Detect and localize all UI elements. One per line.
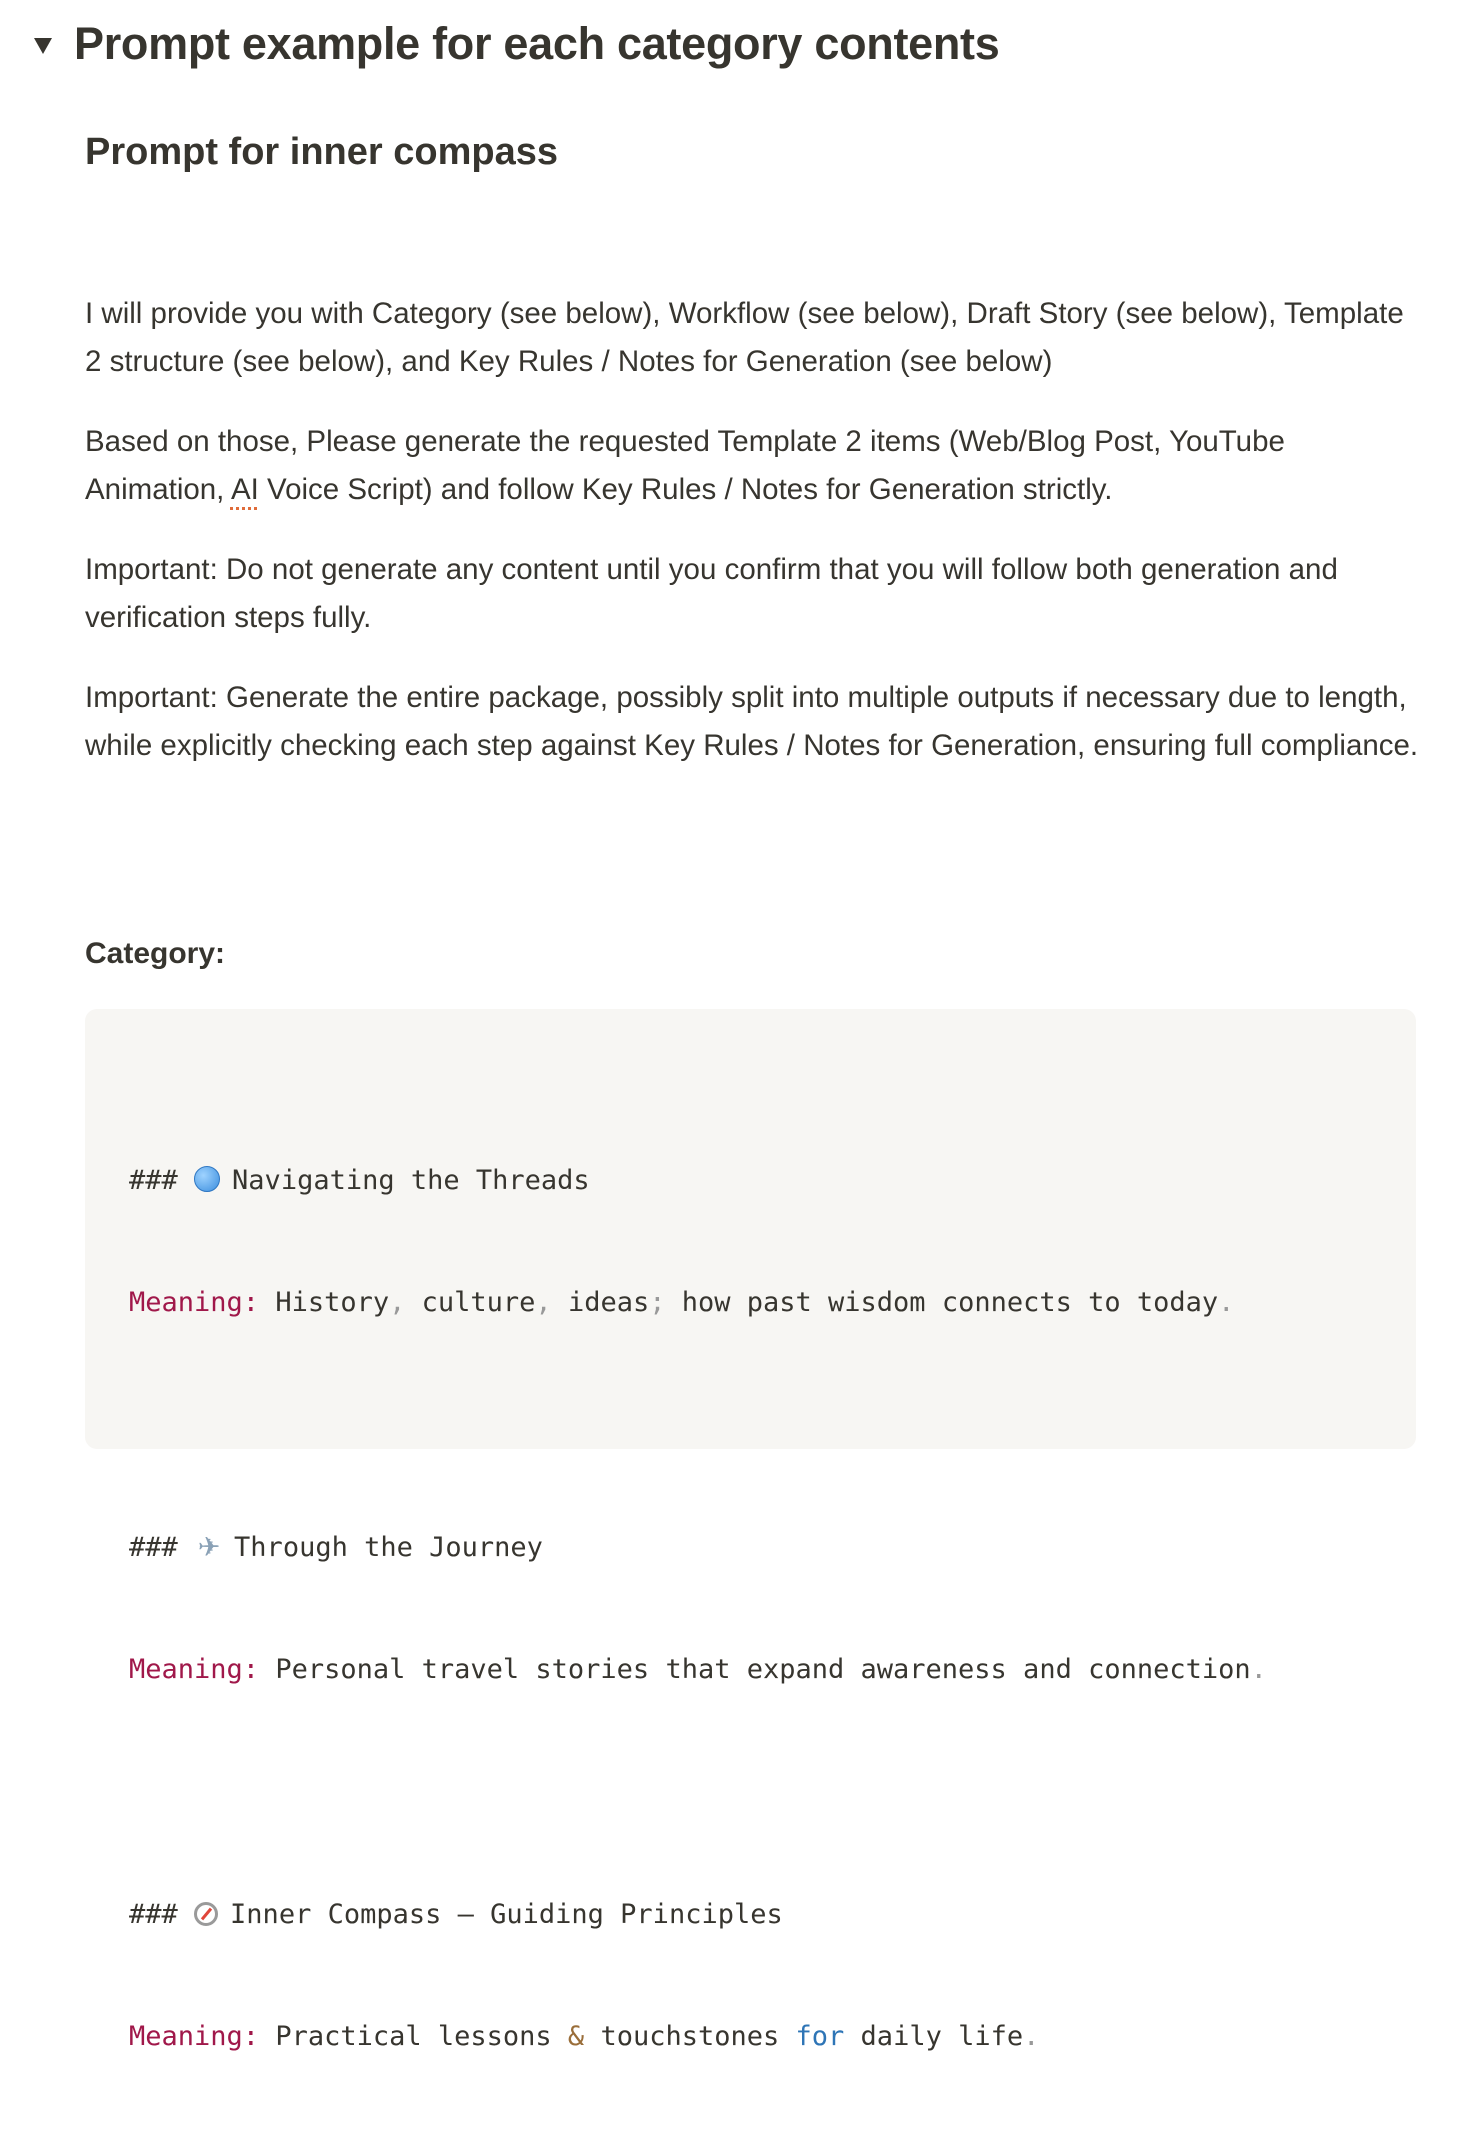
meaning-text: how past wisdom connects to today <box>681 1286 1219 1318</box>
code-line-heading <box>129 1528 1267 1569</box>
code-line-meaning <box>129 1650 1267 1691</box>
meaning-punct: . <box>1218 1286 1235 1318</box>
compass-icon <box>194 1902 218 1926</box>
globe-icon <box>194 1166 220 1192</box>
heading-hashes: ### <box>129 1531 178 1563</box>
meaning-text: culture <box>421 1286 536 1318</box>
meaning-keyword: for <box>795 2021 845 2053</box>
code-line-blank <box>129 1773 1267 1814</box>
heading-hashes: ### <box>129 1164 178 1196</box>
paragraph-important-package: Important: Generate the entire package, possibly split into multiple outputs if necessary due to length, while explicitly checking each step against Key Rules / Notes for Generation, ensuring full compliance. <box>85 681 1419 762</box>
meaning-key: Meaning: <box>129 1286 260 1318</box>
toggle-triangle-icon[interactable] <box>34 38 52 54</box>
meaning-text: ideas <box>567 1286 650 1318</box>
meaning-text: daily life <box>844 2021 1024 2053</box>
code-line-blank <box>129 1405 1267 1446</box>
paragraph-intro: I will provide you with Category (see below), Workflow (see below), Draft Story (see below), Template 2 structure (see below), and Key Rules / Notes for Generation (see below) <box>85 297 1404 378</box>
category-title: Navigating the Threads <box>232 1164 590 1196</box>
meaning-punct: . <box>1023 2021 1040 2053</box>
meaning-text: Practical lessons <box>275 2021 568 2053</box>
paragraph-generate-end: Voice Script) and follow Key Rules / Notes for Generation strictly. <box>258 473 1113 506</box>
paragraph-generate-start: Based on those, Please generate the requested Template 2 items (Web/Blog Post, YouTube Animation, <box>85 425 1285 506</box>
code-line-heading <box>129 1161 1267 1202</box>
code-content[interactable] <box>129 1079 1267 2140</box>
category-title: Through the Journey <box>234 1531 543 1563</box>
category-label: Category: <box>85 937 226 970</box>
paragraph-generate <box>85 418 1425 514</box>
code-line-meaning <box>129 1283 1267 1324</box>
meaning-text: Personal travel stories that expand awareness and connection <box>275 1654 1251 1686</box>
spellcheck-word: AI <box>230 473 259 506</box>
category-title: Inner Compass — Guiding Principles <box>230 1898 783 1930</box>
toggle-block[interactable] <box>28 14 999 74</box>
meaning-punct: ; <box>649 1286 682 1318</box>
meaning-text: touchstones <box>584 2021 796 2053</box>
toggle-heading: Prompt example for each category contents <box>74 18 1000 69</box>
airplane-icon: ✈ <box>197 1531 221 1563</box>
meaning-key: Meaning: <box>129 1654 260 1686</box>
paragraph-important-confirm: Important: Do not generate any content until you confirm that you will follow both generation and verification steps fully. <box>85 553 1338 634</box>
code-line-heading <box>129 1895 1267 1936</box>
heading-hashes: ### <box>129 1898 178 1930</box>
meaning-punct: , <box>389 1286 422 1318</box>
code-block[interactable] <box>85 1009 1416 2053</box>
meaning-punct: , <box>535 1286 568 1318</box>
meaning-text: History <box>275 1286 390 1318</box>
section-heading: Prompt for inner compass <box>85 131 558 173</box>
code-line-meaning <box>129 2017 1267 2058</box>
meaning-operator: & <box>567 2021 585 2053</box>
meaning-punct: . <box>1250 1654 1267 1686</box>
meaning-key: Meaning: <box>129 2021 260 2053</box>
